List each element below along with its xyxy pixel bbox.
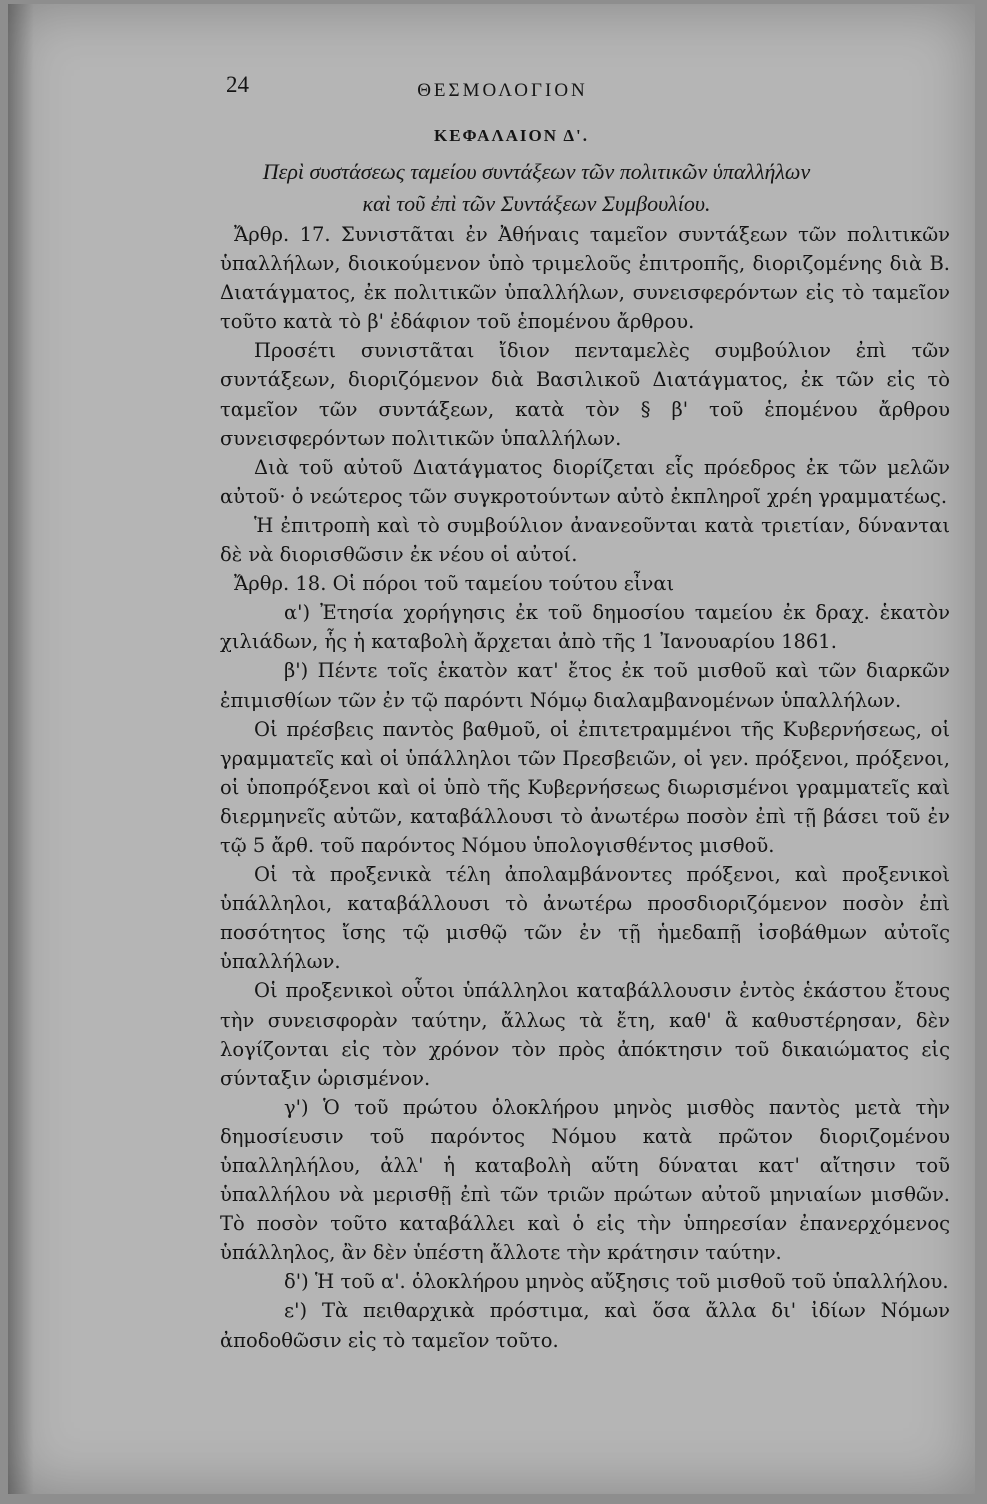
paragraph-article-17: Ἄρθρ. 17. Συνιστᾶται ἐν Ἀθήναις ταμεῖον συντάξεων τῶν πολιτικῶν ὑπαλλήλων, διοικούμενον ὑπὸ τριμελοῦς ἐπιτροπῆς, διοριζομένης διὰ Β. Διατάγματος, ἐκ πολιτικῶν ὑπαλλήλων, συνεισφερόντων εἰς τὸ ταμεῖον τοῦτο κατὰ τὸ β' ἐδάφιον τοῦ ἑπομένου ἄρθρου. <box>220 223 950 334</box>
paragraph: Οἱ πρέσβεις παντὸς βαθμοῦ, οἱ ἐπιτετραμμένοι τῆς Κυβερνήσεως, οἱ γραμματεῖς καὶ οἱ ὑπάλληλοι τῶν Πρεσβειῶν, οἱ γεν. πρόξενοι, πρόξενοι, οἱ ὑποπρόξενοι καὶ οἱ ὑπὸ τῆς Κυβερνήσεως διωρισμένοι γραμματεῖς καὶ διερμηνεῖς αὐτῶν, καταβάλλουσι τὸ ἀνωτέρω ποσὸν ἐπὶ τῇ βάσει τοῦ ἐν τῷ 5 ἄρθ. τοῦ παρόντος Νόμου ὑπολογισθέντος μισθοῦ. <box>220 717 950 857</box>
paragraph-article-18: Ἄρθρ. 18. Οἱ πόροι τοῦ ταμείου τούτου εἶναι <box>234 572 675 596</box>
book-page <box>8 4 975 1494</box>
list-item-e: ε') Τὰ πειθαρχικὰ πρόστιμα, καὶ ὅσα ἄλλα δι' ἰδίων Νόμων ἀποδοθῶσιν εἰς τὸ ταμεῖον τοῦτο. <box>220 1299 950 1352</box>
paragraph: Οἱ τὰ προξενικὰ τέλη ἀπολαμβάνοντες πρόξενοι, καὶ προξενικοὶ ὑπάλληλοι, καταβάλλουσι τὸ ἀνωτέρω προσδιοριζόμενον ποσὸν ἐπὶ ποσότητος ἴσης τῷ μισθῷ τῶν ἐν τῇ ἡμεδαπῇ ἰσοβάθμων αὐτοῖς ὑπαλλήλων. <box>220 863 950 974</box>
paragraph: Οἱ προξενικοὶ οὗτοι ὑπάλληλοι καταβάλλουσιν ἐντὸς ἑκάστου ἔτους τὴν συνεισφορὰν ταύτην, ἄλλως τὰ ἔτη, καθ' ἃ καθυστέρησαν, δὲν λογίζονται εἰς τὸν χρόνον τὸν πρὸς ἀπόκτησιν τοῦ δικαιώματος εἰς σύνταξιν ὡρισμένον. <box>220 979 950 1090</box>
binding-shadow <box>8 4 34 1494</box>
paragraph: Προσέτι συνιστᾶται ἴδιον πενταμελὲς συμβούλιον ἐπὶ τῶν συντάξεων, διοριζόμενον διὰ Βασιλικοῦ Διατάγματος, ἐκ τῶν εἰς τὸ ταμεῖον τῶν συντάξεων, κατὰ τὸν § β' τοῦ ἑπομένου ἄρθρου συνεισφερόντων πολιτικῶν ὑπαλλήλων. <box>220 339 950 450</box>
chapter-subtitle-line: Περὶ συστάσεως ταμείου συντάξεων τῶν πολιτικῶν ὑπαλλήλων <box>262 159 811 184</box>
list-item-b: β') Πέντε τοῖς ἑκατὸν κατ' ἔτος ἐκ τοῦ μισθοῦ καὶ τῶν διαρκῶν ἐπιμισθίων τῶν ἐν τῷ παρόντι Νόμῳ διαλαμβανομένων ὑπαλλήλων. <box>220 659 950 712</box>
running-title: ΘΕΣΜΟΛΟΓΙΟΝ <box>417 80 588 101</box>
paragraph: Διὰ τοῦ αὐτοῦ Διατάγματος διορίζεται εἷς πρόεδρος ἐκ τῶν μελῶν αὐτοῦ· ὁ νεώτερος τῶν συγκροτούντων αὐτὸ ἐκπληροῖ χρέη γραμματέως. <box>220 455 950 508</box>
chapter-subtitle <box>8 156 975 220</box>
page-number: 24 <box>226 72 249 97</box>
chapter-title: ΚΕΦΑΛΑΙΟΝ Δ'. <box>434 126 589 145</box>
list-item-a: α') Ἐτησία χορήγησις ἐκ τοῦ δημοσίου ταμείου ἐκ δραχ. ἑκατὸν χιλιάδων, ἧς ἡ καταβολὴ ἄρχεται ἀπὸ τῆς 1 Ἰανουαρίου 1861. <box>220 601 950 654</box>
chapter-subtitle-line: καὶ τοῦ ἐπὶ τῶν Συντάξεων Συμβουλίου. <box>362 191 711 216</box>
list-item-d: δ') Ἡ τοῦ α'. ὁλοκλήρου μηνὸς αὔξησις τοῦ μισθοῦ τοῦ ὑπαλλήλου. <box>284 1270 949 1294</box>
list-item-c: γ') Ὁ τοῦ πρώτου ὁλοκλήρου μηνὸς μισθὸς παντὸς μετὰ τὴν δημοσίευσιν τοῦ παρόντος Νόμου κατὰ πρῶτον διοριζομένου ὑπαλληλήλου, ἀλλ' ἡ καταβολὴ αὕτη δύναται κατ' αἴτησιν τοῦ ὑπαλλήλου νὰ μερισθῇ ἐπὶ τῶν τριῶν πρώτων αὐτοῦ μηνιαίων μισθῶν. Τὸ ποσὸν τοῦτο καταβάλλει καὶ ὁ εἰς τὴν ὑπηρεσίαν ἐπανερχόμενος ὑπάλληλος, ἂν δὲν ὑπέστη ἄλλοτε τὴν κράτησιν ταύτην. <box>220 1095 950 1265</box>
article-body <box>220 220 950 1355</box>
paragraph: Ἡ ἐπιτροπὴ καὶ τὸ συμβούλιον ἀνανεοῦνται κατὰ τριετίαν, δύνανται δὲ νὰ διορισθῶσιν ἐκ νέου οἱ αὐτοί. <box>220 513 950 567</box>
